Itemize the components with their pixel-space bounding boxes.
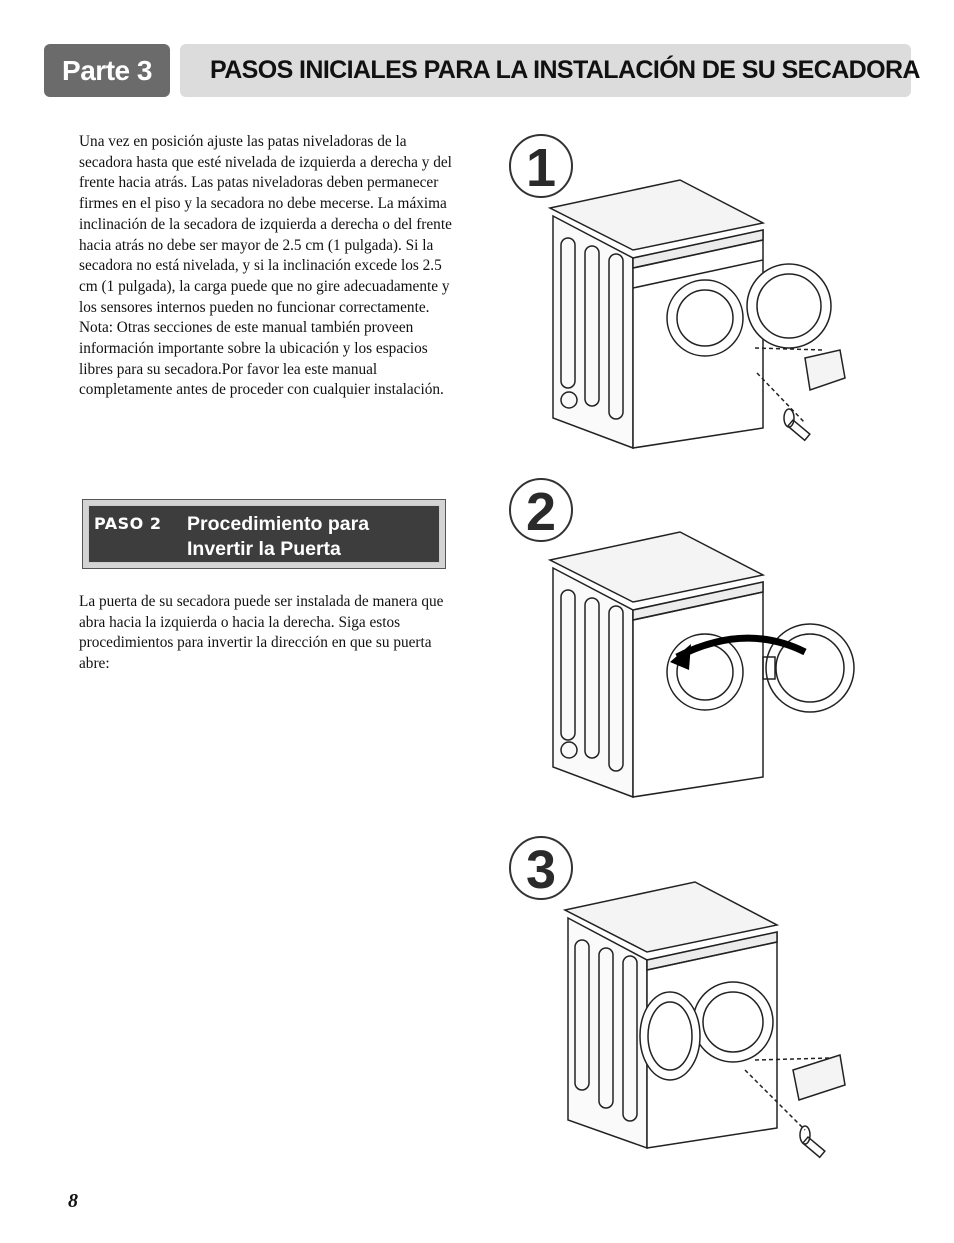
step-title-line-1: Procedimiento para (187, 513, 370, 535)
dryer-illustration (550, 180, 845, 448)
step-banner (82, 499, 446, 569)
page-number: 8 (68, 1190, 78, 1212)
step-number-1: 1 (525, 138, 557, 198)
figure-step-2 (505, 472, 875, 807)
figure-step-1 (505, 128, 875, 458)
step-number-3: 3 (525, 840, 557, 900)
door-reverse-paragraph: La puerta de su secadora puede ser instalada de manera que abra hacia la izquierda o hacia la derecha. Siga estos procedimientos para invertir la dirección en que su puerta abre: (79, 593, 444, 673)
page-title: PASOS INICIALES PARA LA INSTALACIÓN DE SU SECADORA (180, 44, 911, 97)
figure-step-3 (505, 830, 875, 1165)
leveling-paragraph: Una vez en posición ajuste las patas niveladoras de la secadora hasta que esté nivelada de izquierda a derecha y del frente hacia atrás. Las patas niveladoras deben permanecer firmes en el piso y la secadora no debe mecerse. La máxima inclinación de la secadora de izquierda a derecha o del frente hacia atrás no debe ser mayor de 2.5 cm (1 pulgada). Si la secadora no está nivelada, y si la inclinación excede los 2.5 cm (1 pulgada), la carga puede que no gire adecuadamente y los sensores internos pueden no funcionar correctamente. Nota: Otras secciones de este manual también proveen información importante sobre la ubicación y los espacios libres para su secadora.Por favor lea este manual completamente antes de proceder con cualquier instalación. (79, 133, 452, 399)
step-title (187, 512, 369, 562)
step-title-line-2: Invertir la Puerta (187, 538, 341, 560)
dryer-illustration (550, 532, 854, 797)
part-badge: Parte 3 (44, 44, 170, 97)
step-number-2: 2 (525, 482, 557, 542)
step-tag: PASO 2 (94, 514, 162, 533)
dryer-illustration (565, 882, 845, 1157)
